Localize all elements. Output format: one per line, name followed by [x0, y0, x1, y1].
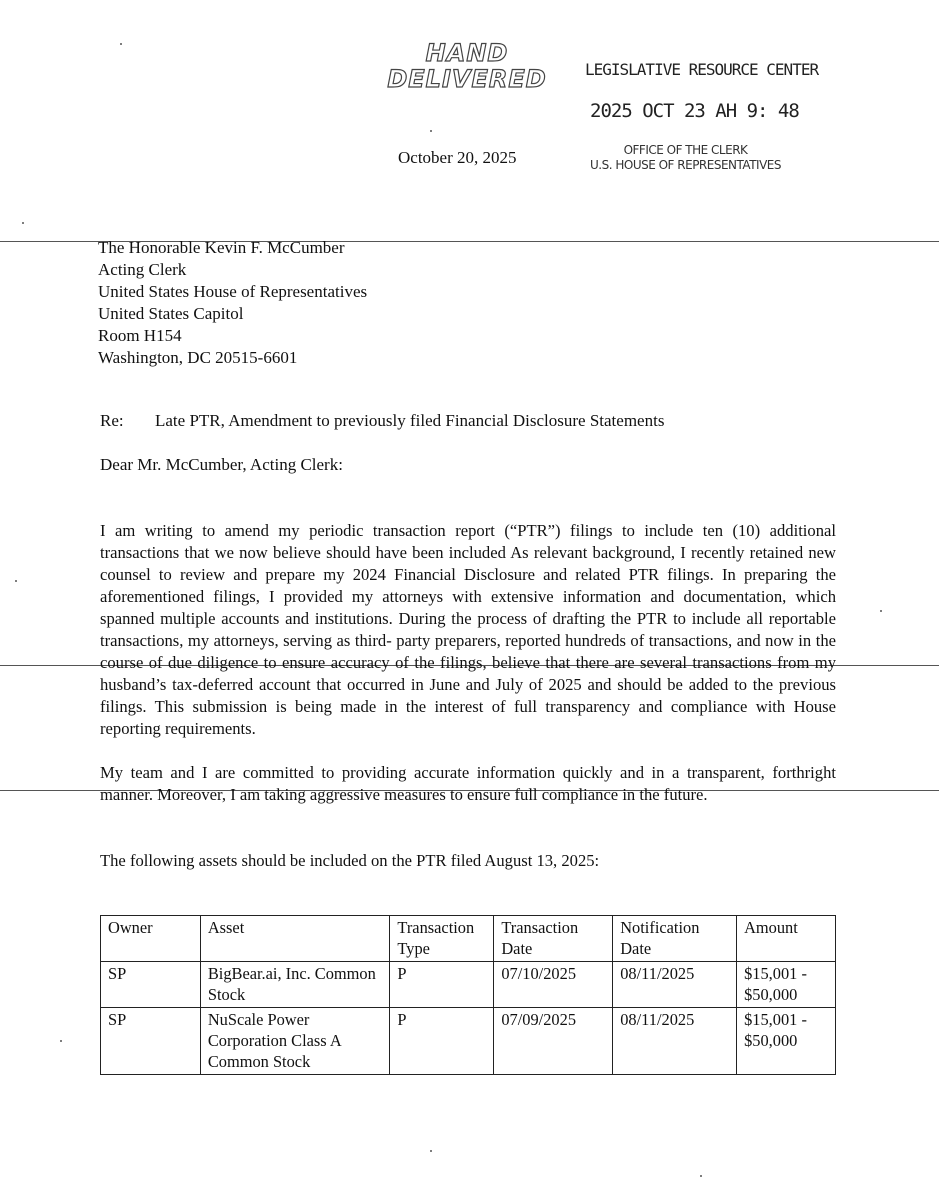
address-line: United States Capitol: [98, 304, 244, 323]
subject-text: Late PTR, Amendment to previously filed Financial Disclosure Statements: [155, 411, 665, 430]
receiving-office-stamp: LEGISLATIVE RESOURCE CENTER: [585, 60, 819, 79]
body-paragraph: My team and I are committed to providing accurate information quickly and in a transparent, forthright manner. Moreover, I am taking aggressive measures to ensure full compliance in the future.: [100, 763, 836, 804]
received-timestamp: 2025 OCT 23 AH 9: 48: [590, 100, 799, 122]
clerk-office-line: U.S. HOUSE OF REPRESENTATIVES: [590, 158, 781, 172]
table-cell: $15,001 - $50,000: [737, 1008, 836, 1075]
subject-line: [100, 411, 664, 431]
stamp-line: HAND: [425, 39, 509, 67]
body-paragraph: I am writing to amend my periodic transaction report (“PTR”) filings to include ten (10) additional transactions that we now believe should have been included As relevant background, I recently retained new counsel to review and prepare my 2024 Financial Disclosure and related PTR filings. In preparing the aforementioned filings, I provided my attorneys with extensive information and documentation, which spanned multiple accounts and institutions. During the process of drafting the PTR to include all reportable transactions, my attorneys, serving as third- party preparers, reported hundreds of transactions, and now in the course of due diligence to ensure accuracy of the filings, believe that there are several transactions from my husband’s tax-deferred account that occurred in June and July of 2025 and should be added to the previous filings. This submission is being made in the interest of full transparency and compliance with House reporting requirements.: [100, 521, 836, 738]
table-cell: 08/11/2025: [613, 1008, 737, 1075]
table-cell: SP: [101, 1008, 201, 1075]
table-cell: SP: [101, 962, 201, 1008]
address-line: Washington, DC 20515-6601: [98, 348, 298, 367]
column-header: Transaction Date: [494, 916, 613, 962]
subject-label: Re:: [100, 411, 124, 430]
table-cell: 08/11/2025: [613, 962, 737, 1008]
table-cell: BigBear.ai, Inc. Common Stock: [200, 962, 390, 1008]
scan-dot: [430, 1150, 432, 1152]
stamp-line: DELIVERED: [387, 65, 547, 93]
scan-dot: [120, 43, 122, 45]
address-line: United States House of Representatives: [98, 282, 368, 301]
assets-table: [100, 915, 836, 1075]
column-header: Asset: [200, 916, 390, 962]
table-row: [101, 962, 836, 1008]
scan-dot: [15, 580, 17, 582]
table-row: [101, 1008, 836, 1075]
column-header: Notification Date: [613, 916, 737, 962]
scan-dot: [430, 130, 432, 132]
table-cell: $15,001 - $50,000: [737, 962, 836, 1008]
clerk-office-stamp: [588, 143, 783, 173]
hand-delivered-stamp: [382, 40, 552, 92]
scan-dot: [880, 610, 882, 612]
table-header-row: [101, 916, 836, 962]
column-header: Transaction Type: [390, 916, 494, 962]
table-cell: 07/09/2025: [494, 1008, 613, 1075]
table-cell: NuScale Power Corporation Class A Common Stock: [200, 1008, 390, 1075]
clerk-office-line: OFFICE OF THE CLERK: [623, 143, 748, 157]
column-header: Amount: [737, 916, 836, 962]
address-line: Acting Clerk: [98, 260, 187, 279]
letter-date: October 20, 2025: [398, 148, 517, 167]
salutation: Dear Mr. McCumber, Acting Clerk:: [100, 455, 343, 474]
address-line: Room H154: [98, 326, 182, 345]
table-cell: P: [390, 962, 494, 1008]
address-line: The Honorable Kevin F. McCumber: [98, 238, 345, 257]
table-cell: 07/10/2025: [494, 962, 613, 1008]
scan-dot: [700, 1175, 702, 1177]
body-paragraph: The following assets should be included on the PTR filed August 13, 2025:: [100, 851, 600, 870]
column-header: Owner: [101, 916, 201, 962]
scan-dot: [22, 222, 24, 224]
scan-dot: [60, 1040, 62, 1042]
recipient-address: [98, 237, 367, 369]
table-cell: P: [390, 1008, 494, 1075]
